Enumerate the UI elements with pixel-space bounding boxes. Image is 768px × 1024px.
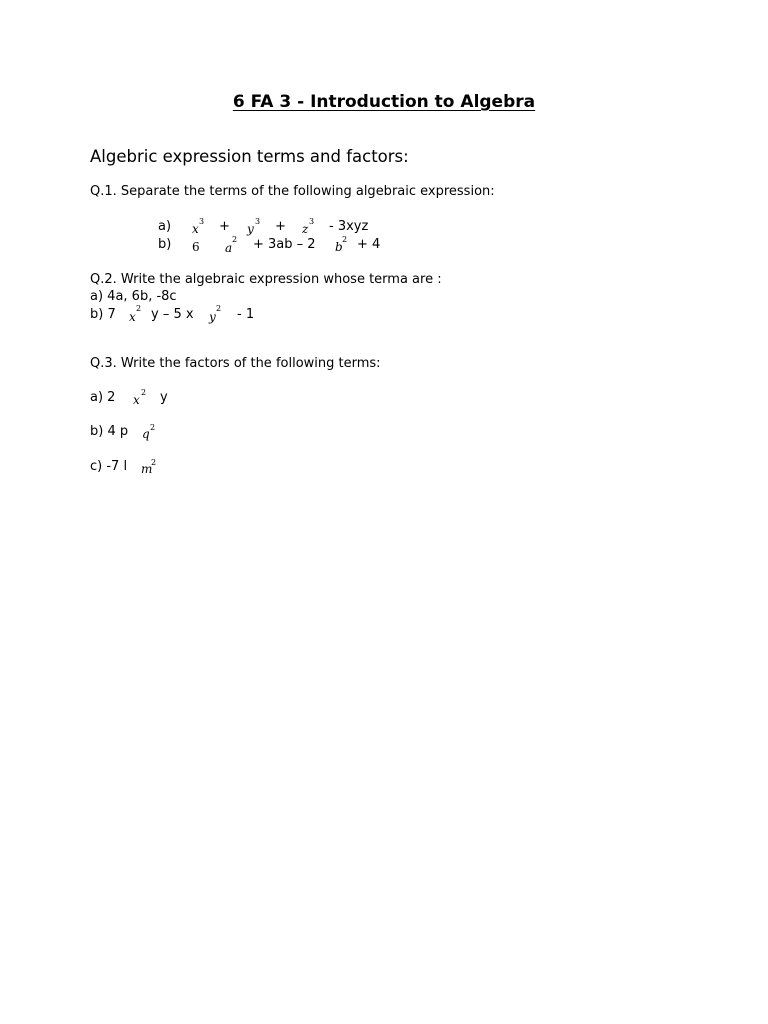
q3-b-q: q — [142, 427, 150, 441]
q1-b-tail: + 4 — [357, 237, 381, 252]
q3-b-q-exp: 2 — [150, 423, 156, 432]
q1-b-b-exp: 2 — [342, 235, 348, 244]
q2-b-tail: - 1 — [237, 307, 255, 322]
q1-a-plus2: + — [275, 219, 286, 234]
section-heading — [90, 147, 409, 166]
q1-a-tail: - 3xyz — [329, 219, 369, 234]
q1-a-z: z — [302, 222, 309, 236]
page-title: 6 FA 3 - Introduction to Algebra — [232, 92, 536, 112]
q1-a-x: x — [192, 222, 199, 236]
q3-text: Q.3. Write the factors of the following terms: — [90, 356, 381, 371]
q3-b-lead: b) 4 p — [90, 424, 129, 439]
q2-b-x-exp: 2 — [136, 304, 142, 313]
q3-a-tail: y — [160, 390, 168, 405]
q1-a-plus1: + — [219, 219, 230, 234]
q1-a-x-exp: 3 — [199, 217, 205, 226]
q1-a-y: y — [247, 222, 254, 236]
q2-b-lead: b) 7 — [90, 307, 116, 322]
q1-a-z-exp: 3 — [309, 217, 315, 226]
q1-a-y-exp: 3 — [255, 217, 261, 226]
q3-a-x-exp: 2 — [141, 388, 147, 397]
q1-b-label: b) — [158, 237, 172, 252]
q1-b-six: 6 — [192, 240, 200, 254]
q2-a: a) 4a, 6b, -8c — [90, 289, 177, 304]
section-heading-colon: : — [403, 147, 409, 166]
q3-c-lead: c) -7 l — [90, 459, 128, 474]
q2-b-y: y — [209, 310, 216, 324]
q3-a-lead: a) 2 — [90, 390, 116, 405]
q2-b-y-exp: 2 — [216, 304, 222, 313]
q1-b-a: a — [225, 241, 233, 255]
q2-b-x: x — [129, 310, 136, 324]
q1-a-label: a) — [158, 219, 172, 234]
q1-text: Q.1. Separate the terms of the following algebraic expression: — [90, 184, 495, 199]
q1-b-b: b — [335, 240, 343, 254]
q1-b-a-exp: 2 — [232, 235, 238, 244]
q2-b-mid: y – 5 x — [151, 307, 194, 322]
q2-text: Q.2. Write the algebraic expression whose terma are : — [90, 272, 442, 287]
q3-c-m: m — [141, 462, 153, 476]
q3-c-m-exp: 2 — [151, 458, 157, 467]
q1-b-mid: + 3ab – 2 — [253, 237, 316, 252]
section-heading-text: Algebric expression terms and factors — [90, 147, 404, 166]
q3-a-x: x — [133, 393, 140, 407]
